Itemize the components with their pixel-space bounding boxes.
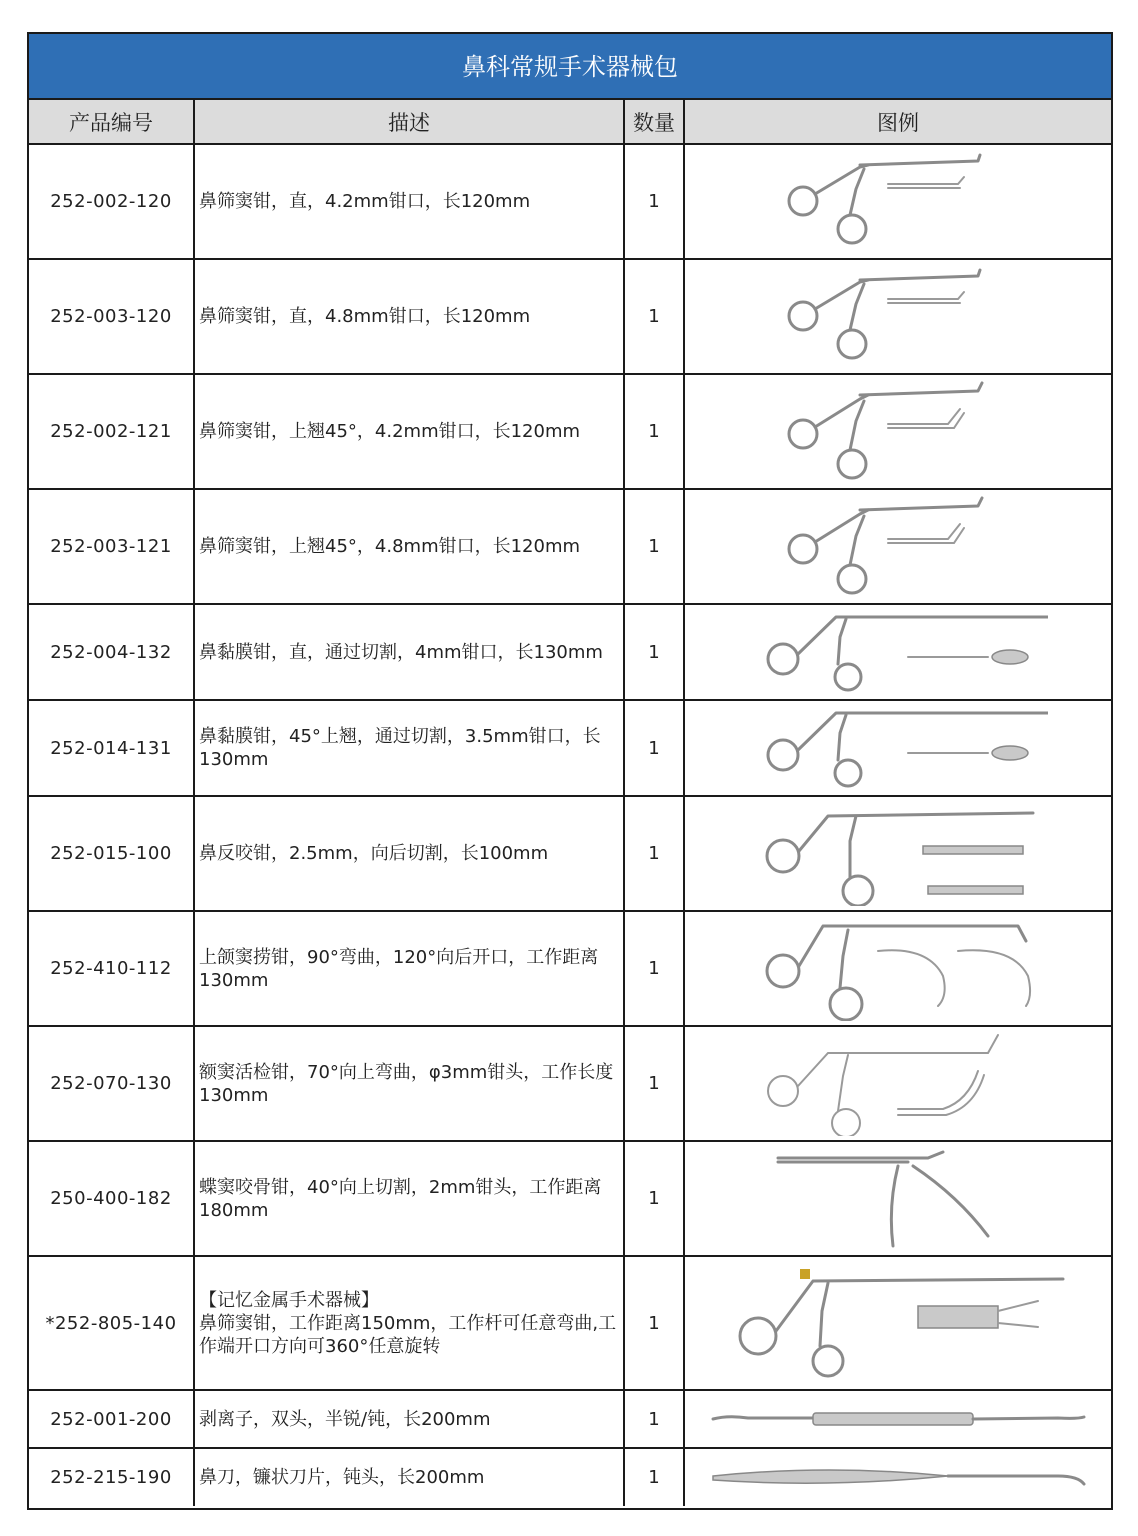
- product-code: 252-015-100: [29, 796, 194, 911]
- instrument-table: [29, 100, 1111, 1506]
- product-quantity: 1: [624, 700, 684, 796]
- product-code: 252-410-112: [29, 911, 194, 1026]
- product-description: 额窦活检钳，70°向上弯曲，φ3mm钳头，工作长度130mm: [194, 1026, 624, 1141]
- table-row: [29, 374, 1111, 489]
- product-quantity: 1: [624, 374, 684, 489]
- table-row: [29, 1141, 1111, 1256]
- product-description: 鼻筛窦钳，上翘45°，4.2mm钳口，长120mm: [194, 374, 624, 489]
- product-quantity: 1: [624, 1390, 684, 1448]
- product-quantity: 1: [624, 259, 684, 374]
- col-header-image: 图例: [684, 100, 1111, 144]
- frontal-sinus-forceps-image: [684, 1026, 1111, 1141]
- table-row: [29, 259, 1111, 374]
- product-description: 鼻刀，镰状刀片，钝头，长200mm: [194, 1448, 624, 1506]
- header-row: [29, 100, 1111, 144]
- product-code: 252-003-120: [29, 259, 194, 374]
- rongeur-image: [684, 1141, 1111, 1256]
- product-quantity: 1: [624, 144, 684, 259]
- product-quantity: 1: [624, 1448, 684, 1506]
- sickle-knife-image: [684, 1448, 1111, 1506]
- memory-metal-forceps-image: [684, 1256, 1111, 1390]
- product-quantity: 1: [624, 796, 684, 911]
- product-quantity: 1: [624, 1026, 684, 1141]
- product-code: 252-002-120: [29, 144, 194, 259]
- col-header-code: 产品编号: [29, 100, 194, 144]
- product-code: *252-805-140: [29, 1256, 194, 1390]
- product-code: 252-002-121: [29, 374, 194, 489]
- product-description: 鼻黏膜钳，直，通过切割，4mm钳口，长130mm: [194, 604, 624, 700]
- table-row: [29, 144, 1111, 259]
- product-code: 252-004-132: [29, 604, 194, 700]
- table-row: [29, 1448, 1111, 1506]
- product-quantity: 1: [624, 604, 684, 700]
- through-cutting-forceps-image: [684, 700, 1111, 796]
- table-row: [29, 1390, 1111, 1448]
- maxillary-forceps-image: [684, 911, 1111, 1026]
- product-quantity: 1: [624, 489, 684, 604]
- product-quantity: 1: [624, 1256, 684, 1390]
- table-row: [29, 911, 1111, 1026]
- product-code: 252-215-190: [29, 1448, 194, 1506]
- table-row: [29, 1026, 1111, 1141]
- upturned-forceps-image: [684, 374, 1111, 489]
- through-cutting-forceps-image: [684, 604, 1111, 700]
- product-code: 252-001-200: [29, 1390, 194, 1448]
- straight-forceps-image: [684, 144, 1111, 259]
- product-description: 剥离子，双头，半锐/钝，长200mm: [194, 1390, 624, 1448]
- table-row: [29, 489, 1111, 604]
- col-header-desc: 描述: [194, 100, 624, 144]
- product-code: 252-003-121: [29, 489, 194, 604]
- instrument-sheet: [27, 32, 1113, 1510]
- upturned-forceps-image: [684, 489, 1111, 604]
- product-description: 蝶窦咬骨钳，40°向上切割，2mm钳头，工作距离180mm: [194, 1141, 624, 1256]
- product-description: 上颌窦捞钳，90°弯曲，120°向后开口，工作距离130mm: [194, 911, 624, 1026]
- product-quantity: 1: [624, 911, 684, 1026]
- straight-forceps-image: [684, 259, 1111, 374]
- backbiting-forceps-image: [684, 796, 1111, 911]
- table-row: [29, 604, 1111, 700]
- table-row: [29, 796, 1111, 911]
- product-code: 252-014-131: [29, 700, 194, 796]
- table-row: [29, 700, 1111, 796]
- sheet-title: 鼻科常规手术器械包: [29, 34, 1111, 100]
- product-description: 鼻筛窦钳，直，4.2mm钳口，长120mm: [194, 144, 624, 259]
- product-description: 鼻筛窦钳，直，4.8mm钳口，长120mm: [194, 259, 624, 374]
- product-description: 【记忆金属手术器械】 鼻筛窦钳，工作距离150mm，工作杆可任意弯曲,工作端开口方向可360°任意旋转: [194, 1256, 624, 1390]
- product-description: 鼻反咬钳，2.5mm，向后切割，长100mm: [194, 796, 624, 911]
- table-row: [29, 1256, 1111, 1390]
- product-description: 鼻黏膜钳，45°上翘，通过切割，3.5mm钳口，长130mm: [194, 700, 624, 796]
- product-code: 252-070-130: [29, 1026, 194, 1141]
- elevator-image: [684, 1390, 1111, 1448]
- product-quantity: 1: [624, 1141, 684, 1256]
- product-code: 250-400-182: [29, 1141, 194, 1256]
- col-header-qty: 数量: [624, 100, 684, 144]
- product-description: 鼻筛窦钳，上翘45°，4.8mm钳口，长120mm: [194, 489, 624, 604]
